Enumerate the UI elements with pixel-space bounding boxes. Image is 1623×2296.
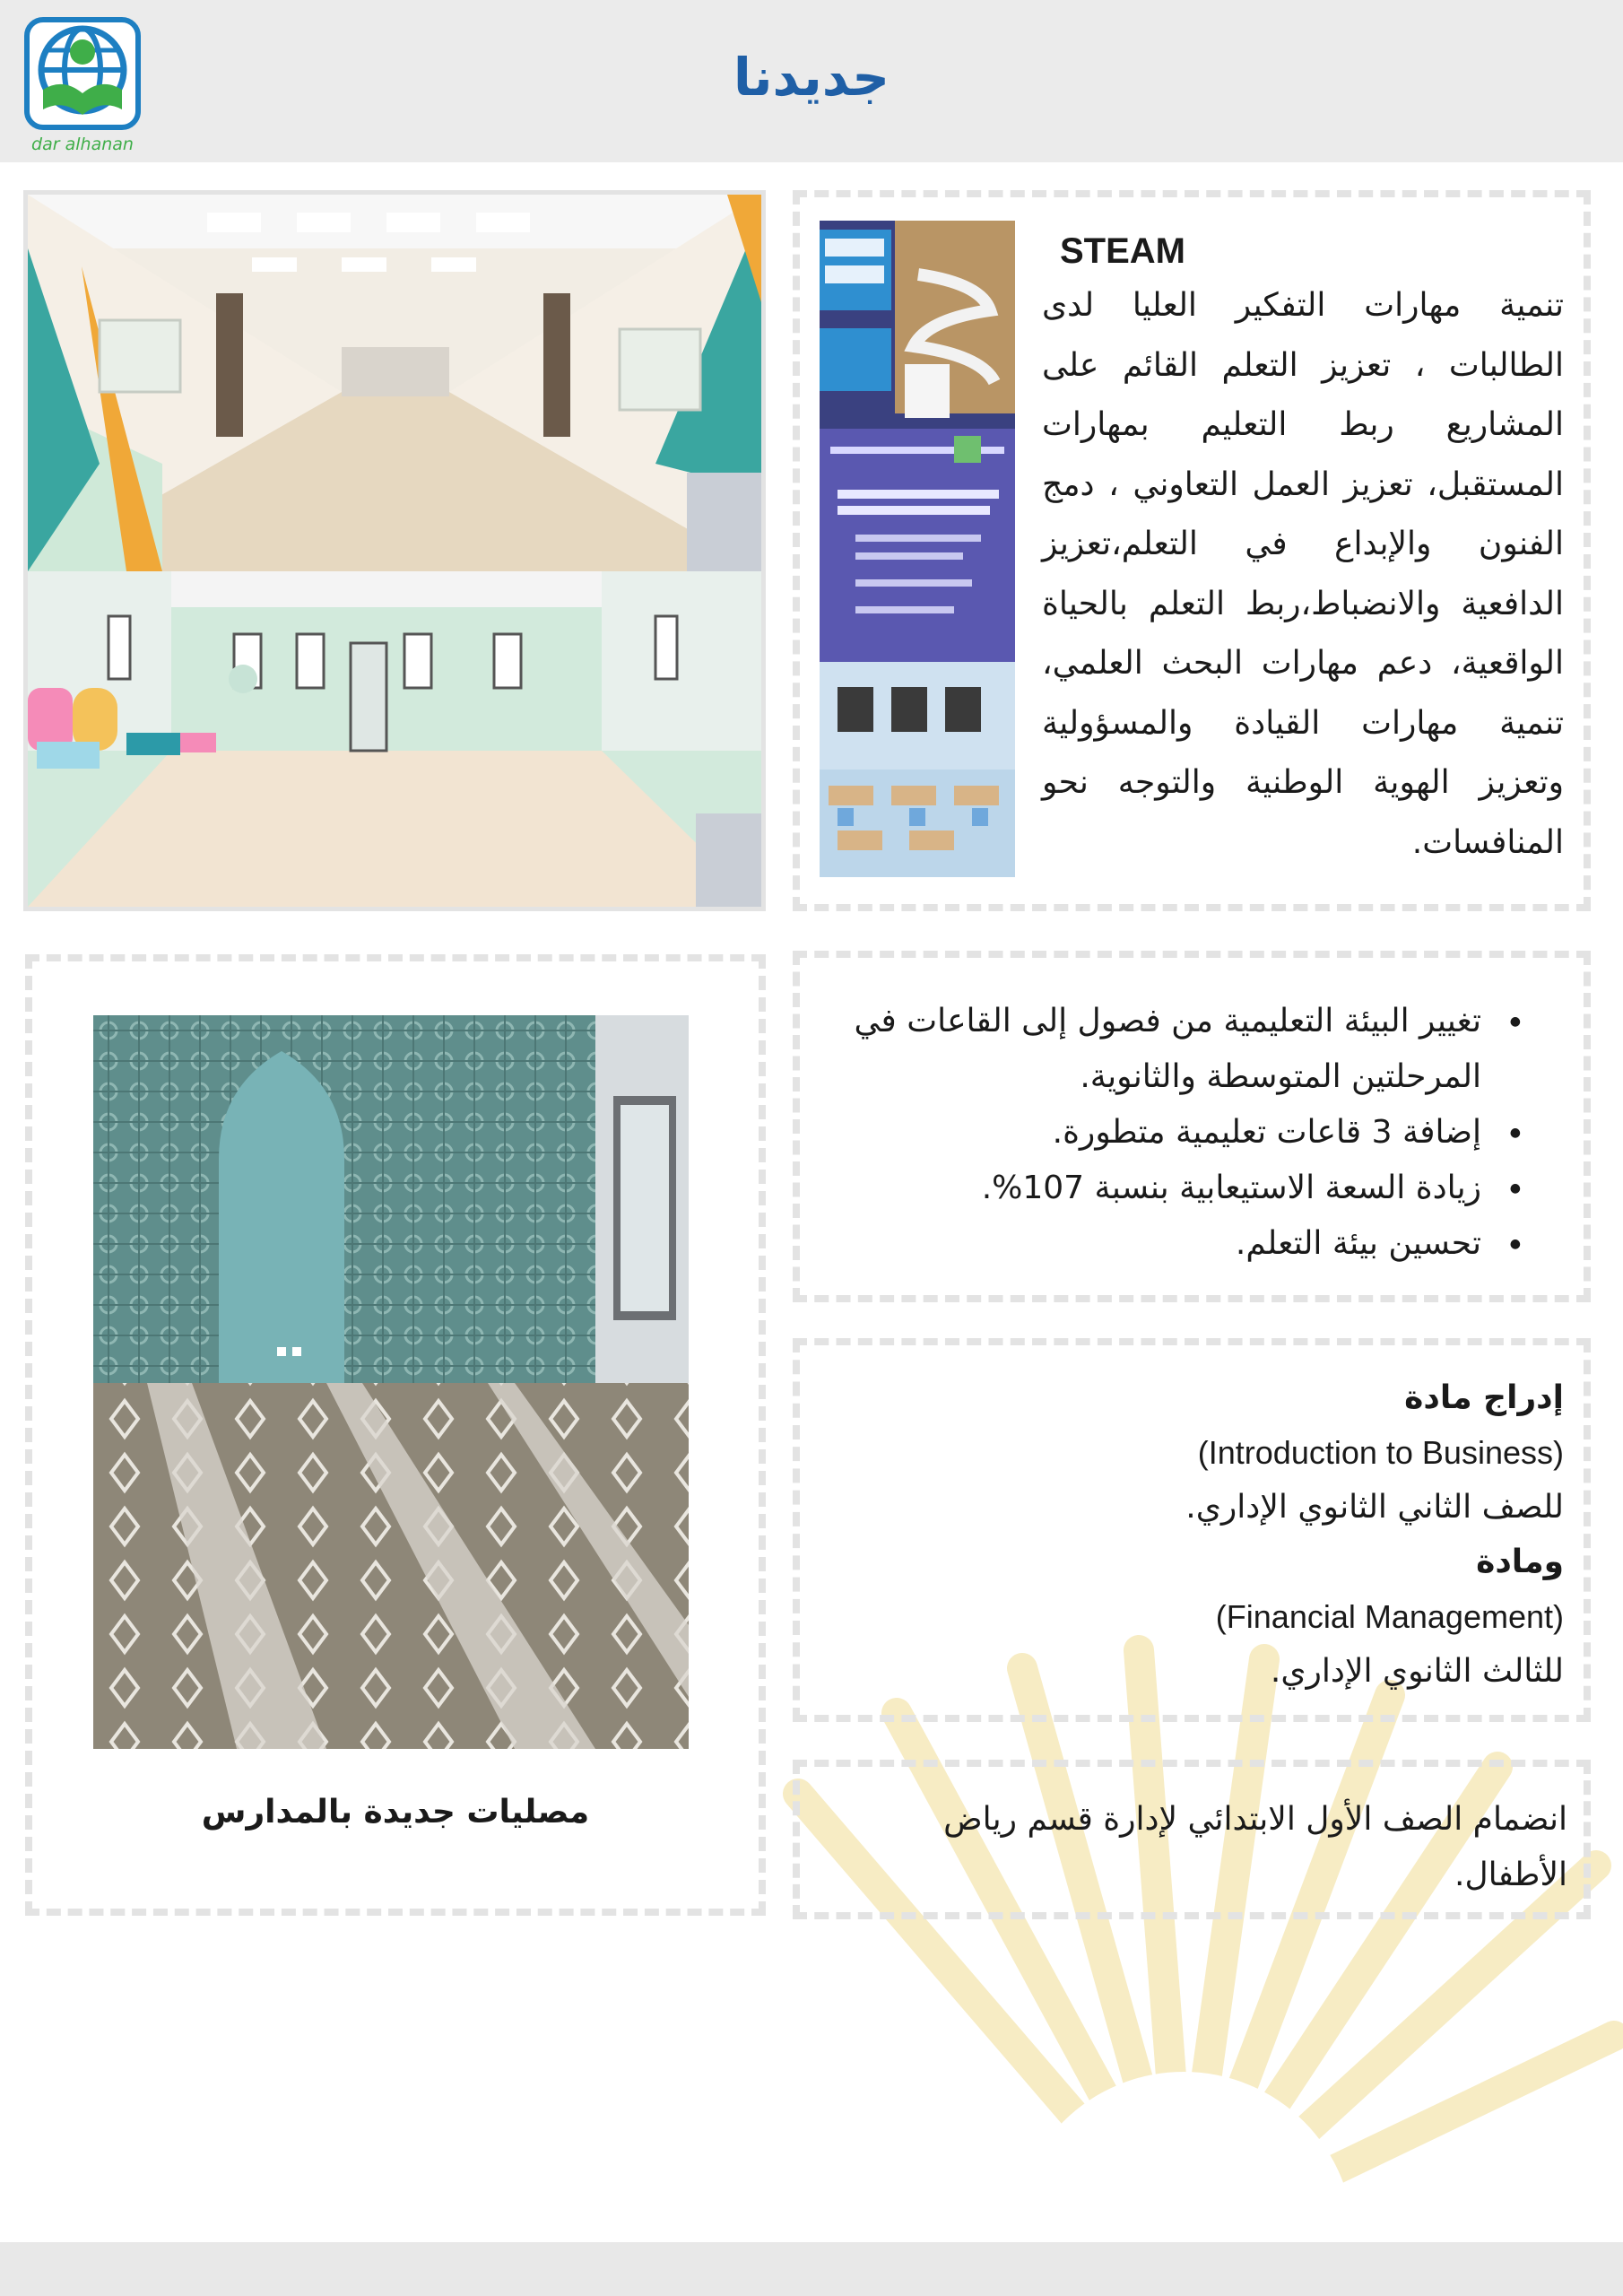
prayer-room-photo	[93, 1015, 689, 1749]
course-grade-1: للصف الثاني الثانوي الإداري.	[1185, 1489, 1564, 1526]
course-name-1: (Introduction to Business)	[1197, 1434, 1564, 1471]
logo-text: dar alhanan	[31, 135, 134, 154]
business-courses-text	[811, 1370, 1564, 1699]
list-item: ● زيادة السعة الاستيعابية بنسبة 107%.	[830, 1161, 1521, 1216]
prayer-room-caption: مصليات جديدة بالمدارس	[201, 1794, 590, 1831]
page-footer	[0, 2242, 1623, 2296]
sunburst-decoration	[762, 1632, 1623, 2242]
list-item: ● إضافة 3 قاعات تعليمية متطورة.	[830, 1105, 1521, 1161]
course-intro-heading: إدراج مادة	[1404, 1379, 1564, 1416]
page-header	[0, 0, 1623, 162]
learning-environment-list	[830, 994, 1521, 1272]
steam-box	[793, 190, 1591, 911]
kindergarten-text: انضمام الصف الأول الابتدائي لإدارة قسم رياض الأطفال.	[943, 1801, 1567, 1893]
steam-title: STEAM	[1060, 231, 1185, 271]
business-courses-box	[793, 1338, 1591, 1722]
course-name-2: (Financial Management)	[1215, 1598, 1564, 1635]
page-title: جديدنا	[733, 47, 890, 108]
prayer-room-box	[25, 954, 766, 1916]
kindergarten-box	[793, 1760, 1591, 1919]
list-item: ● تغيير البيئة التعليمية من فصول إلى القاعات في المرحلتين المتوسطة والثانوية.	[830, 994, 1521, 1105]
learning-environment-box	[793, 951, 1591, 1302]
list-item: ● تحسين بيئة التعلم.	[830, 1216, 1521, 1272]
course-and-heading: ومادة	[1476, 1544, 1564, 1580]
steam-body: تنمية مهارات التفكير العليا لدى الطالبات ، تعزيز التعلم القائم على المشاريع ربط التعليم بمهارات المستقبل، تعزيز العمل التعاوني ، دمج الفنون والإبداع في التعلم،تعزيز الدافعية والانضباط،ربط التعلم بالحياة الواقعية، دعم مهارات البحث العلمي، تنمية مهارات القيادة والمسؤولية وتعزيز الهوية الوطنية والتوجه نحو المنافسات.	[1042, 287, 1564, 861]
steam-projects-photo	[820, 221, 1015, 877]
course-grade-2: للثالث الثانوي الإداري.	[1270, 1653, 1564, 1690]
school-interior-photo	[23, 190, 766, 911]
steam-description	[1042, 230, 1564, 873]
